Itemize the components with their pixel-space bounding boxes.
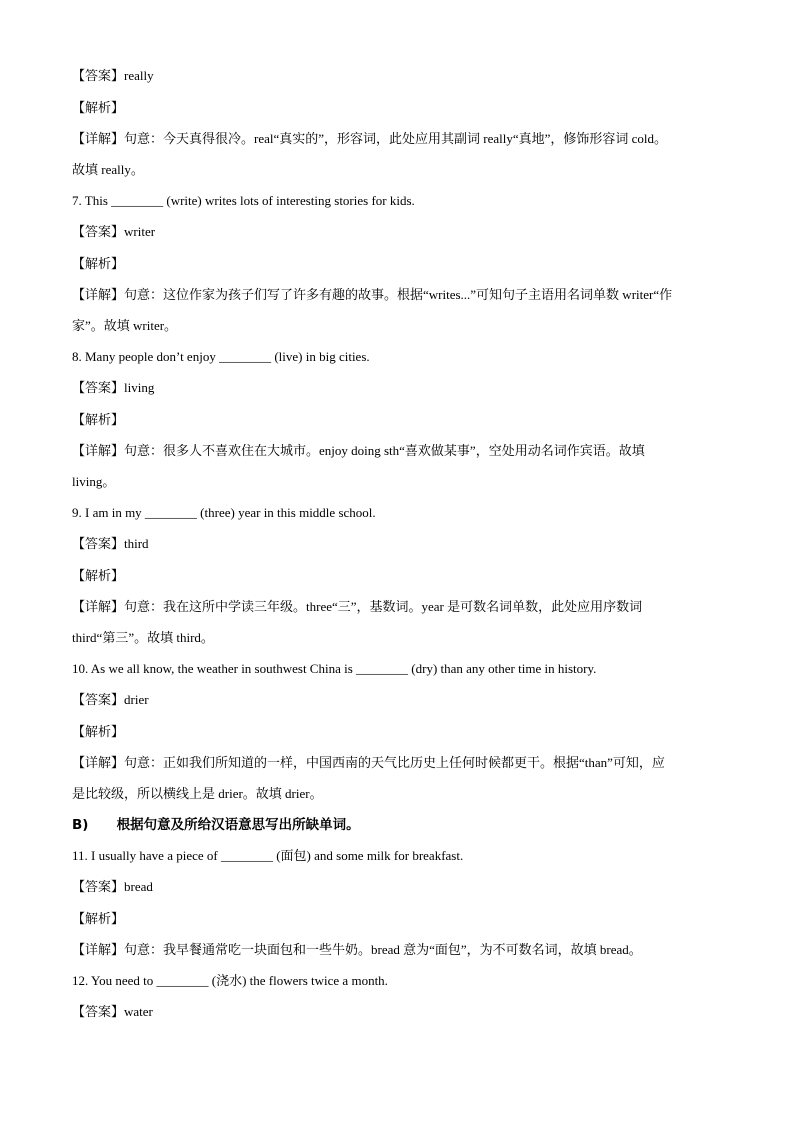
detail-line: 【详解】句意：正如我们所知道的一样，中国西南的天气比历史上任何时候都更干。根据“than”可知，应 — [72, 755, 665, 770]
detail-line-continued: third“第三”。故填 third。 — [72, 630, 214, 645]
detail-line-continued: 家”。故填 writer。 — [72, 318, 178, 333]
question-10: 10. As we all know, the weather in southwest China is ________ (dry) than any other time in history. — [72, 661, 597, 676]
question-11: 11. I usually have a piece of ________ (面包) and some milk for breakfast. — [72, 848, 464, 863]
detail-line-continued: 故填 really。 — [72, 162, 144, 177]
detail-line: 【详解】句意：我早餐通常吃一块面包和一些牛奶。bread 意为“面包”，为不可数名词，故填 bread。 — [72, 942, 642, 957]
analysis-label: 【解析】 — [72, 568, 125, 583]
analysis-label: 【解析】 — [72, 724, 125, 739]
question-7: 7. This ________ (write) writes lots of interesting stories for kids. — [72, 193, 415, 208]
question-9: 9. I am in my ________ (three) year in this middle school. — [72, 505, 376, 520]
detail-line: 【详解】句意：这位作家为孩子们写了许多有趣的故事。根据“writes...”可知句子主语用名词单数 writer“作 — [72, 287, 673, 302]
answer-line: 【答案】really — [72, 68, 154, 83]
answer-line: 【答案】drier — [72, 692, 149, 707]
analysis-label: 【解析】 — [72, 100, 125, 115]
detail-line-continued: living。 — [72, 474, 116, 489]
answer-line: 【答案】water — [72, 1004, 153, 1019]
analysis-label: 【解析】 — [72, 911, 125, 926]
answer-line: 【答案】writer — [72, 224, 156, 239]
analysis-label: 【解析】 — [72, 256, 125, 271]
answer-line: 【答案】living — [72, 380, 155, 395]
detail-line: 【详解】句意：今天真得很冷。real“真实的”，形容词，此处应用其副词 really“真地”，修饰形容词 cold。 — [72, 131, 668, 146]
answer-line: 【答案】third — [72, 536, 149, 551]
analysis-label: 【解析】 — [72, 412, 125, 427]
detail-line: 【详解】句意：很多人不喜欢住在大城市。enjoy doing sth“喜欢做某事”，空处用动名词作宾语。故填 — [72, 443, 645, 458]
answer-line: 【答案】bread — [72, 879, 153, 894]
detail-line-continued: 是比较级，所以横线上是 drier。故填 drier。 — [72, 786, 323, 801]
detail-line: 【详解】句意：我在这所中学读三年级。three“三”，基数词。year 是可数名词单数，此处应用序数词 — [72, 599, 643, 614]
question-12: 12. You need to ________ (浇水) the flowers twice a month. — [72, 973, 388, 988]
section-b-heading: B) 根据句意及所给汉语意思写出所缺单词。 — [72, 817, 360, 833]
question-8: 8. Many people don’t enjoy ________ (live) in big cities. — [72, 349, 370, 364]
